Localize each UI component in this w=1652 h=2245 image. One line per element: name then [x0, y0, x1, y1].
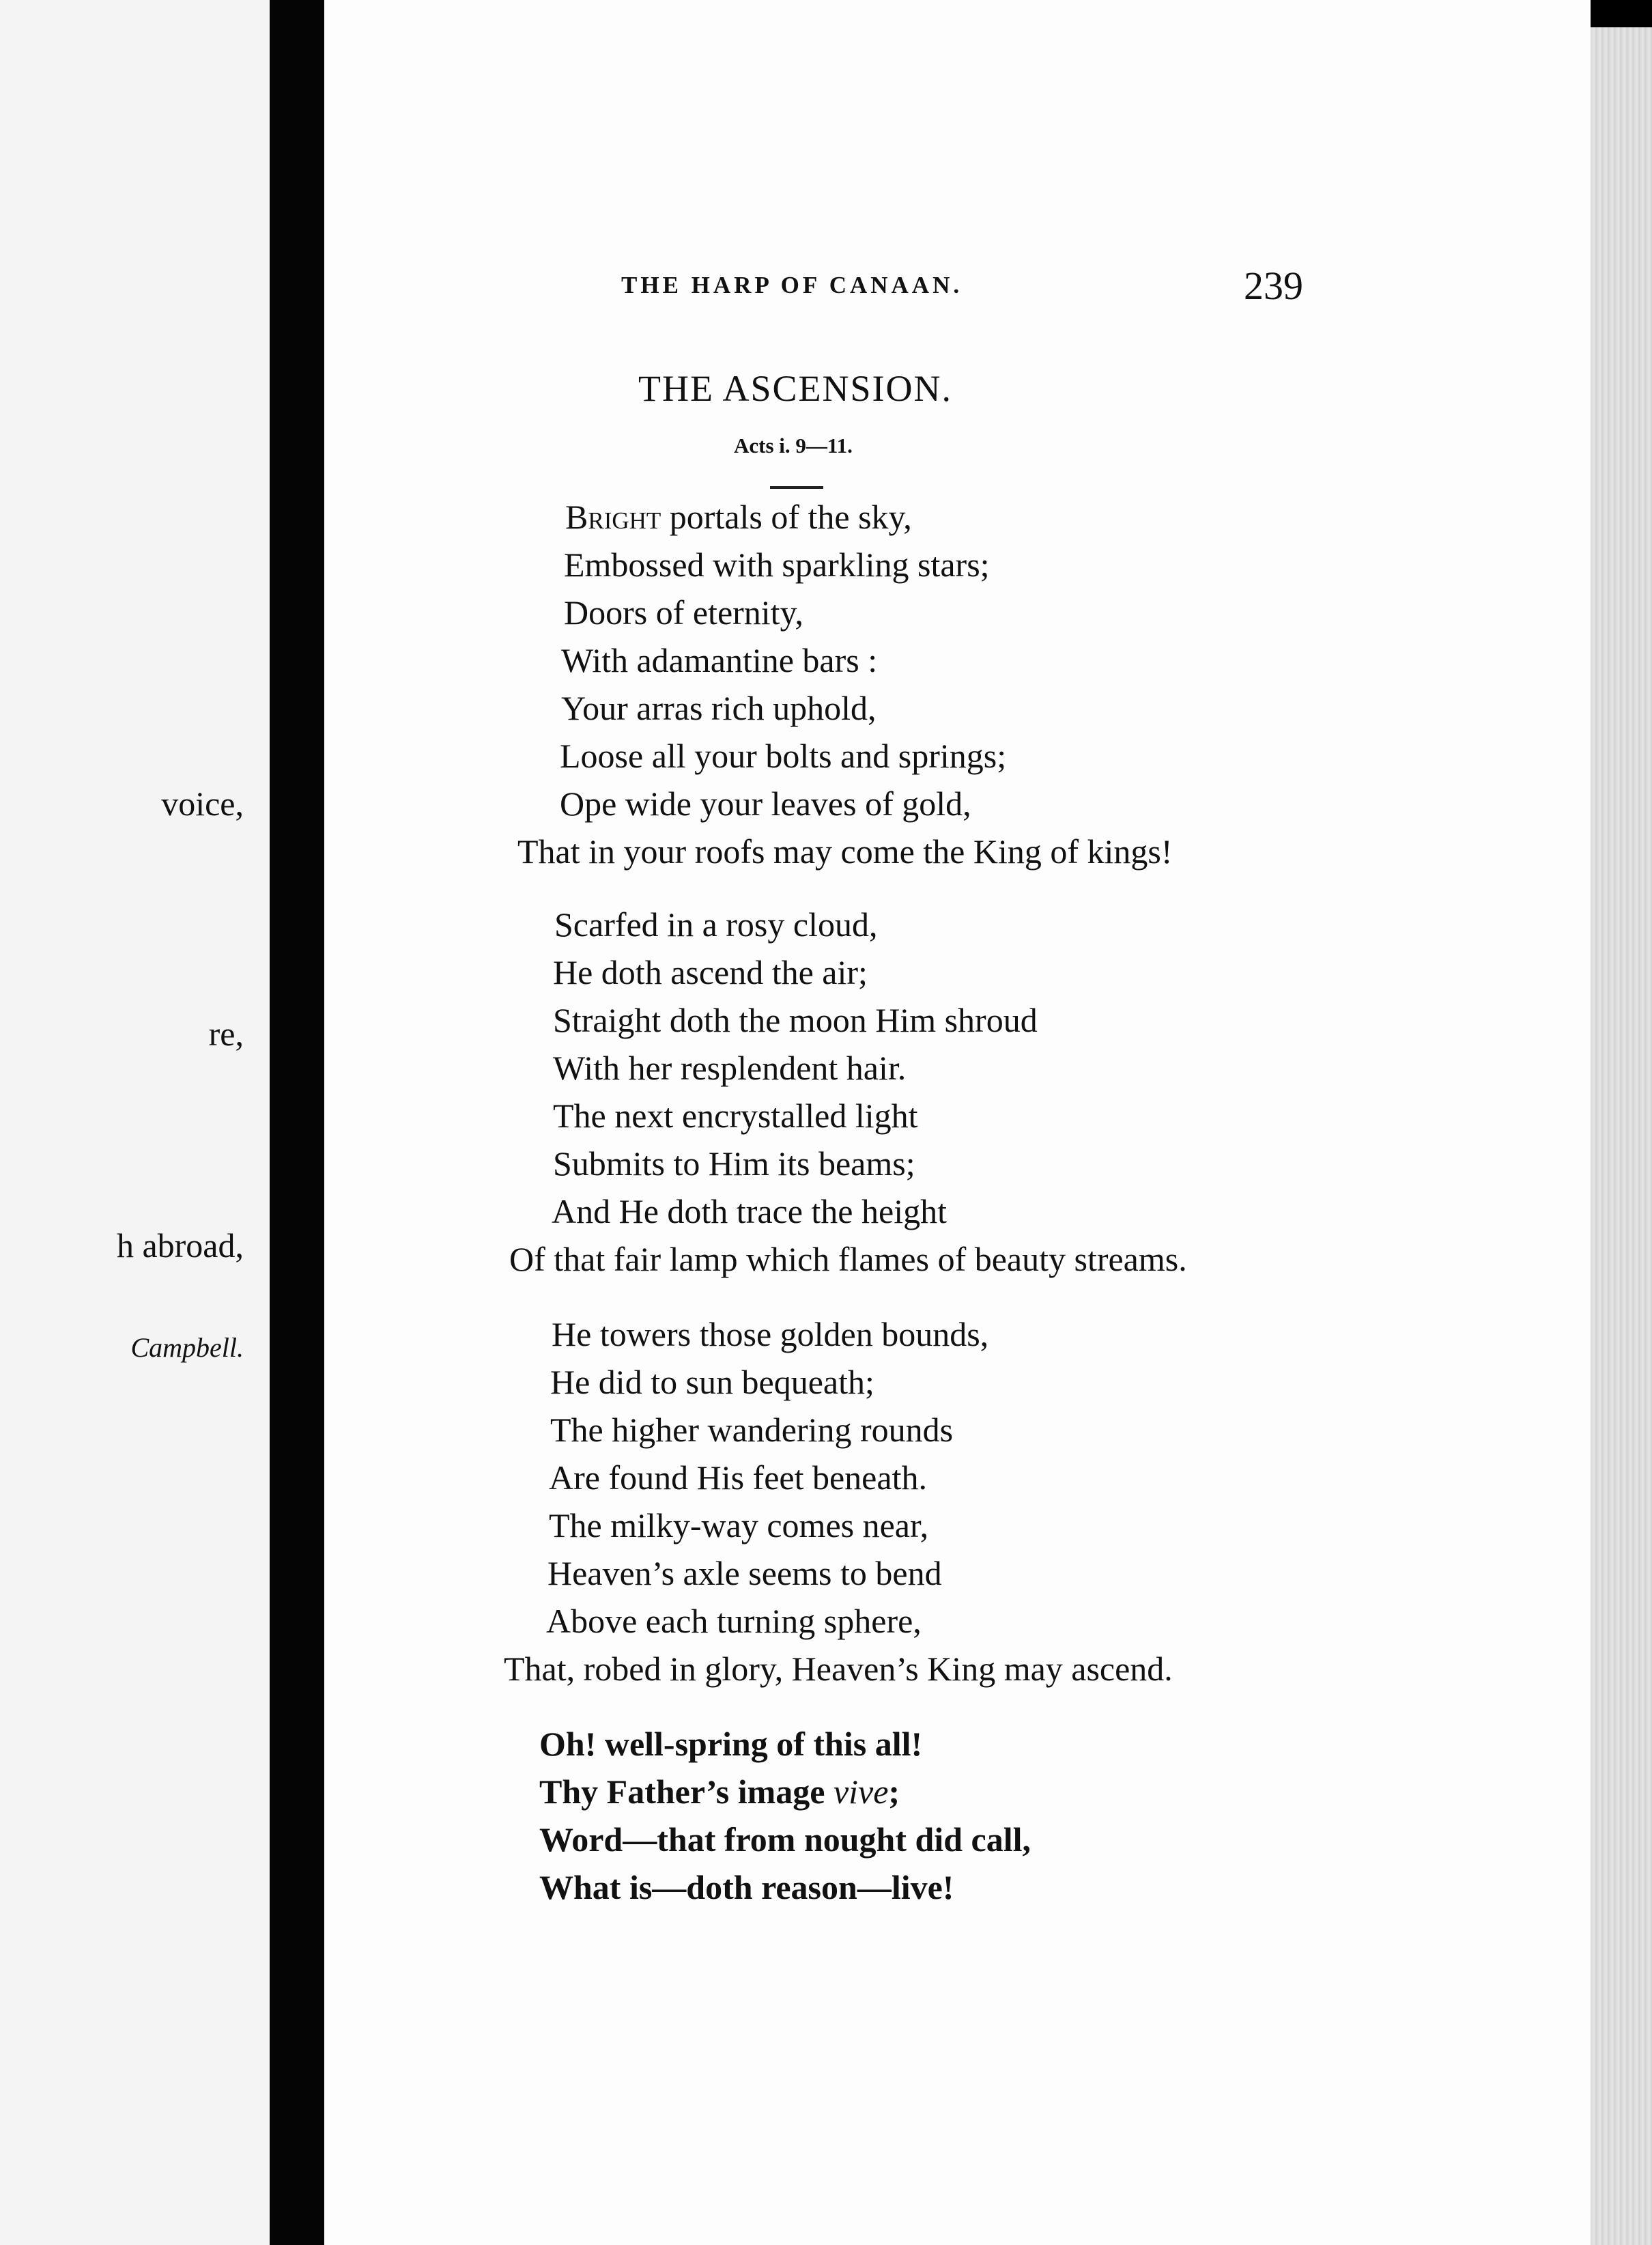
poem-first-word: Bright — [565, 498, 661, 536]
left-page-fragment: re, — [208, 1015, 244, 1053]
poem-line — [539, 1772, 900, 1811]
poem-line: Above each turning sphere, — [546, 1602, 922, 1640]
poem-line: Heaven’s axle seems to bend — [547, 1554, 942, 1592]
poem-line: Scarfed in a rosy cloud, — [554, 905, 878, 944]
poem-line: Oh! well-spring of this all! — [539, 1725, 923, 1763]
left-page-fragment: h abroad, — [116, 1226, 244, 1265]
poem-line: The higher wandering rounds — [550, 1411, 954, 1449]
poem-line: What is—doth reason—live! — [539, 1868, 954, 1906]
poem-line: Of that fair lamp which flames of beauty streams. — [509, 1240, 1187, 1278]
poem-line-text: Thy Father’s image — [539, 1773, 834, 1811]
left-page — [0, 0, 270, 2245]
poem-line: The next encrystalled light — [553, 1097, 918, 1135]
poem-title: THE ASCENSION. — [638, 368, 953, 409]
poem-line: And He doth trace the height — [552, 1192, 947, 1230]
left-page-attribution: Campbell. — [130, 1332, 244, 1363]
poem-line-text: portals of the sky, — [661, 498, 912, 536]
poem-line: Are found His feet beneath. — [549, 1458, 927, 1497]
poem-line: He did to sun bequeath; — [550, 1363, 874, 1401]
poem-line: Submits to Him its beams; — [553, 1144, 915, 1183]
poem-line: Your arras rich uphold, — [561, 689, 877, 727]
page-edge — [1591, 27, 1652, 2245]
poem-line-text: ; — [888, 1773, 900, 1811]
poem-line: Ope wide your leaves of gold, — [560, 785, 971, 823]
poem-line: Embossed with sparkling stars; — [564, 546, 990, 584]
left-page-fragment: voice, — [161, 785, 244, 823]
poem-line: With her resplendent hair. — [553, 1049, 907, 1087]
poem-line: He doth ascend the air; — [553, 953, 868, 991]
running-head: THE HARP OF CANAAN. — [621, 272, 963, 298]
poem-line: That in your roofs may come the King of kings! — [517, 832, 1173, 871]
page-number: 239 — [1244, 264, 1303, 308]
title-rule — [770, 486, 823, 489]
book-gutter — [270, 0, 324, 2245]
poem-line: Word—that from nought did call, — [539, 1820, 1031, 1859]
poem-line: Straight doth the moon Him shroud — [553, 1001, 1038, 1039]
right-page — [324, 0, 1591, 2245]
poem-line: With adamantine bars : — [561, 641, 878, 679]
poem-line: He towers those golden bounds, — [552, 1315, 989, 1353]
poem-line — [565, 497, 912, 537]
poem-line: Loose all your bolts and springs; — [560, 737, 1007, 775]
poem-citation: Acts i. 9—11. — [734, 434, 853, 457]
poem-line: That, robed in glory, Heaven’s King may ascend. — [504, 1650, 1173, 1688]
poem-line: Doors of eternity, — [564, 593, 803, 632]
poem-line: The milky-way comes near, — [549, 1506, 929, 1544]
poem-italic-word: vive — [833, 1773, 889, 1811]
